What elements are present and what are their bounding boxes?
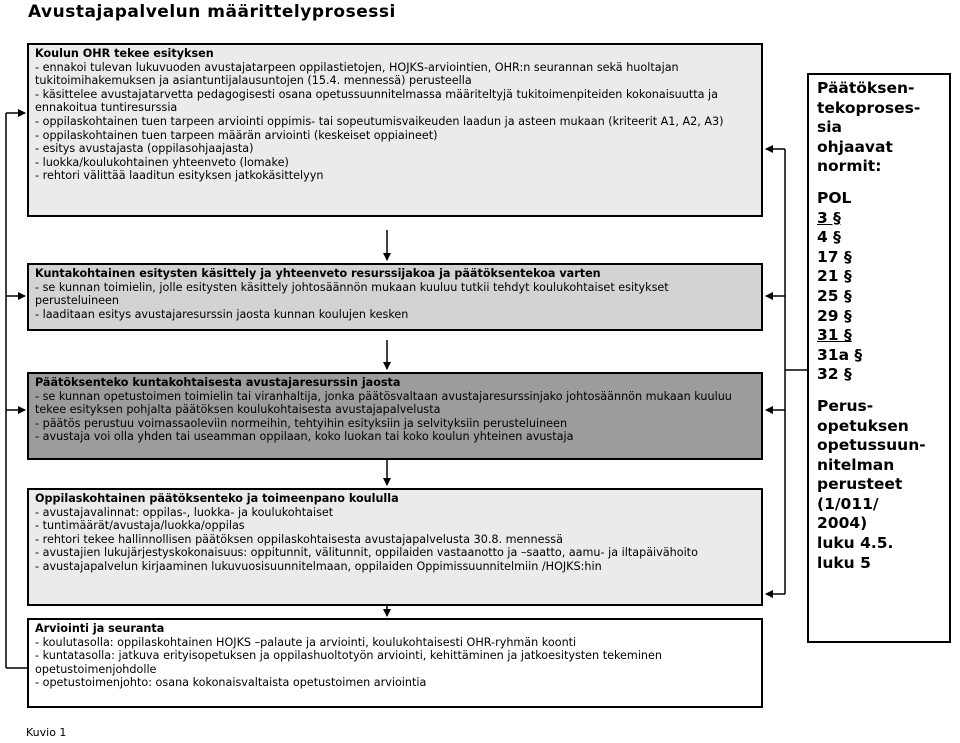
step-line: - avustaja voi olla yhden tai useamman oppilaan, koko luokan tai koko koulun yhteinen avustaja: [35, 430, 574, 444]
step-heading: Päätöksenteko kuntakohtaisesta avustajaresurssin jaosta: [35, 376, 401, 389]
law-section: 32 §: [817, 365, 852, 384]
curriculum-ref: luku 5: [817, 553, 871, 572]
curriculum-ref: perusteet: [817, 475, 903, 494]
step-line: - oppilaskohtainen tuen tarpeen määrän arviointi (keskeiset oppiaineet): [35, 128, 438, 142]
law-section: 25 §: [817, 286, 852, 305]
step-box-evaluation: [27, 618, 763, 708]
curriculum-ref: opetussuun-: [817, 436, 926, 455]
curriculum-ref: nitelman: [817, 455, 895, 474]
norms-heading: sia: [817, 118, 842, 137]
curriculum-ref: Perus-: [817, 396, 874, 415]
step-line: - ennakoi tulevan lukuvuoden avustajatarpeen oppilastietojen, HOJKS-arviointien, OHR:n seurannan sekä huoltajan tukitoimihakemuksen ja asiantuntijalausuntojen (15.4. mennessä) perusteella: [35, 60, 679, 88]
step-line: - laaditaan esitys avustajaresurssin jaosta kunnan koulujen kesken: [35, 307, 409, 321]
step-box-school-implementation: [27, 488, 763, 606]
norms-heading: Päätöksen-: [817, 79, 915, 97]
step-box-ohr-proposal: [27, 43, 763, 217]
law-section: 4 §: [817, 228, 841, 247]
step-heading: Arviointi ja seuranta: [35, 622, 165, 635]
step-line: - opetustoimenjohto: osana kokonaisvaltaista opetustoimen arviointia: [35, 676, 427, 690]
step-line: - se kunnan opetustoimen toimielin tai viranhaltija, jonka päätösvaltaan avustajaresurssinjako johtosäännön mukaan kuuluu tekee esityksen pohjalta päätöksen koulukohtaisesta avustajapalvelusta: [35, 389, 732, 417]
step-line: - esitys avustajasta (oppilasohjaajasta): [35, 142, 254, 156]
law-section: 31 §: [817, 326, 852, 345]
step-heading: Koulun OHR tekee esityksen: [35, 47, 214, 60]
norms-heading: normit:: [817, 157, 882, 176]
step-line: - rehtori tekee hallinnollisen päätöksen oppilaskohtaisesta avustajapalvelusta 30.8. mennessä: [35, 532, 563, 546]
curriculum-ref: (1/011/: [817, 494, 879, 513]
norms-heading: tekoproses-: [817, 98, 921, 117]
law-name: POL: [817, 188, 852, 207]
law-section: 17 §: [817, 247, 852, 266]
step-heading: Oppilaskohtainen päätöksenteko ja toimeenpano koululla: [35, 492, 399, 505]
norms-heading: ohjaavat: [817, 137, 893, 156]
step-line: - se kunnan toimielin, jolle esitysten käsittely johtosäännön mukaan kuuluu tutkii tehdyt koulukohtaiset esitykset perusteluineen: [35, 280, 669, 308]
law-section: 29 §: [817, 306, 852, 325]
norms-box: [807, 73, 951, 643]
curriculum-ref: opetuksen: [817, 416, 909, 435]
curriculum-ref: 2004): [817, 514, 868, 533]
step-line: - rehtori välittää laaditun esityksen jatkokäsittelyyn: [35, 169, 324, 183]
step-line: - avustajien lukujärjestyskokonaisuus: oppitunnit, välitunnit, oppilaiden vastaanotto ja –saatto, aamu- ja iltapäivähoito: [35, 546, 698, 560]
step-box-municipal-decision: [27, 372, 763, 460]
curriculum-ref: luku 4.5.: [817, 534, 894, 553]
step-line: - luokka/koulukohtainen yhteenveto (lomake): [35, 155, 289, 169]
diagram-title: Avustajapalvelun määrittelyprosessi: [28, 2, 396, 22]
step-box-municipal-review: [27, 263, 763, 331]
step-line: - päätös perustuu voimassaoleviin normeihin, tehtyihin esityksiin ja selvityksiin perusteluineen: [35, 416, 568, 430]
law-section: 21 §: [817, 267, 852, 286]
step-line: - oppilaskohtainen tuen tarpeen arviointi oppimis- tai sopeutumisvaikeuden laadun ja asteen mukaan (kriteerit A1, A2, A3): [35, 114, 724, 128]
step-line: - käsittelee avustajatarvetta pedagogisesti osana opetussuunnitelmassa määriteltyjä tukitoimenpiteiden kokonaisuutta ja ennakoitua tuntiresurssia: [35, 87, 719, 115]
figure-caption: Kuvio 1: [26, 726, 67, 739]
step-line: - avustajavalinnat: oppilas-, luokka- ja koulukohtaiset: [35, 505, 334, 519]
law-section: 3 §: [817, 208, 841, 227]
step-line: - tuntimäärät/avustaja/luokka/oppilas: [35, 519, 245, 533]
step-line: - kuntatasolla: jatkuva erityisopetuksen ja oppilashuoltotyön arviointi, kehittäminen ja jatkoesitysten tekeminen opetustoimenjohdolle: [35, 649, 663, 676]
step-heading: Kuntakohtainen esitysten käsittely ja yhteenveto resurssijakoa ja päätöksentekoa varten: [35, 267, 601, 280]
law-section: 31a §: [817, 345, 863, 364]
step-line: - avustajapalvelun kirjaaminen lukuvuosisuunnitelmaan, oppilaiden Oppimissuunnitelmiin /HOJKS:hin: [35, 559, 602, 573]
step-line: - koulutasolla: oppilaskohtainen HOJKS –palaute ja arviointi, koulukohtaisesti OHR-ryhmän koonti: [35, 635, 577, 649]
